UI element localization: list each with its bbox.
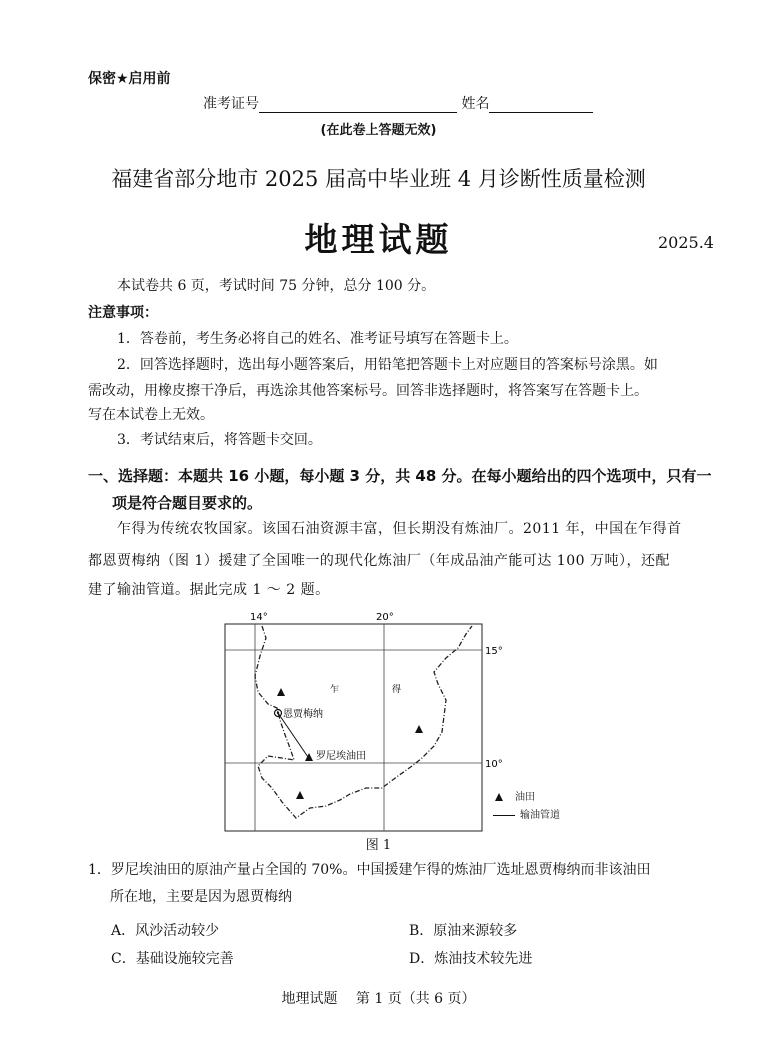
name-label: 姓名 [461,96,490,112]
name-blank[interactable] [489,98,593,113]
passage-line: 建了输油管道。据此完成 1 ～ 2 题。 [88,582,330,598]
legend-pipeline [493,806,560,821]
country-label-1: 乍 [330,685,340,695]
capital-icon-dot [277,712,279,714]
oilfield-icon [277,688,285,696]
oilfield-label: 罗尼埃油田 [316,751,366,762]
figure-1-map [222,608,522,848]
oilfield-icon [415,725,423,733]
figure-caption: 图 1 [365,838,392,853]
option-b[interactable]: B．原油来源较多 [409,923,518,939]
invalid-note: (在此卷上答题无效) [320,123,437,138]
section-heading-cont: 项是符合题目要求的。 [112,494,263,512]
passage-line: 乍得为传统农牧国家。该国石油资源丰富，但长期没有炼油厂。2011 年，中国在乍得首 [117,521,682,537]
note-item: 2．回答选择题时，选出每小题答案后，用铅笔把答题卡上对应题目的答案标号涂黑。如 [117,357,658,373]
country-border [255,626,472,818]
section-heading: 一、选择题：本题共 16 小题，每小题 3 分，共 48 分。在每小题给出的四个选项中，只有一 [88,467,712,485]
ticket-number-blank[interactable] [259,98,457,113]
question-1-stem-cont: 所在地，主要是因为恩贾梅纳 [110,889,292,905]
note-item: 3．考试结束后，将答题卡交回。 [117,432,322,448]
lon-label-right: 20° [376,612,394,623]
legend-pipeline-text: 输油管道 [520,810,560,821]
map-frame [225,624,482,831]
exam-date: 2025.4 [658,233,714,252]
chad-map [222,608,522,848]
option-a[interactable]: A．风沙活动较少 [111,923,220,939]
notes-heading: 注意事项： [88,305,158,321]
lat-label-bottom: 10° [485,759,503,770]
note-item: 1．答卷前，考生务必将自己的姓名、准考证号填写在答题卡上。 [117,331,518,347]
question-1-stem: 1．罗尼埃油田的原油产量占全国的 70%。中国援建乍得的炼油厂选址恩贾梅纳而非该油田 [88,862,651,878]
ticket-number-label: 准考证号 [203,96,259,112]
lon-label-left: 14° [250,612,268,623]
option-c[interactable]: C．基础设施较完善 [111,951,234,967]
subject-title: 地理试题 [304,220,453,259]
legend-oilfield [495,788,535,803]
exam-intro: 本试卷共 6 页，考试时间 75 分钟，总分 100 分。 [117,278,436,294]
oilfield-icon [296,791,304,799]
page-footer: 地理试题 第 1 页（共 6 页） [281,991,476,1007]
city-label: 恩贾梅纳 [283,709,323,720]
pipeline-line-icon [493,815,515,816]
triangle-icon [495,793,503,801]
candidate-info-line [203,93,593,113]
legend-oilfield-text: 油田 [515,792,535,803]
confidential-label: 保密★启用前 [88,71,171,87]
note-item: 写在本试卷上无效。 [88,407,214,423]
option-d[interactable]: D．炼油技术较先进 [409,951,533,967]
lat-label-top: 15° [485,646,503,657]
note-item: 需改动，用橡皮擦干净后，再选涂其他答案标号。回答非选择题时，将答案写在答题卡上。 [88,383,648,399]
exam-title: 福建省部分地市 2025 届高中毕业班 4 月诊断性质量检测 [111,167,646,191]
country-label-2: 得 [392,685,402,695]
passage-line: 都恩贾梅纳（图 1）援建了全国唯一的现代化炼油厂（年成品油产能可达 100 万吨），还配 [88,553,670,569]
